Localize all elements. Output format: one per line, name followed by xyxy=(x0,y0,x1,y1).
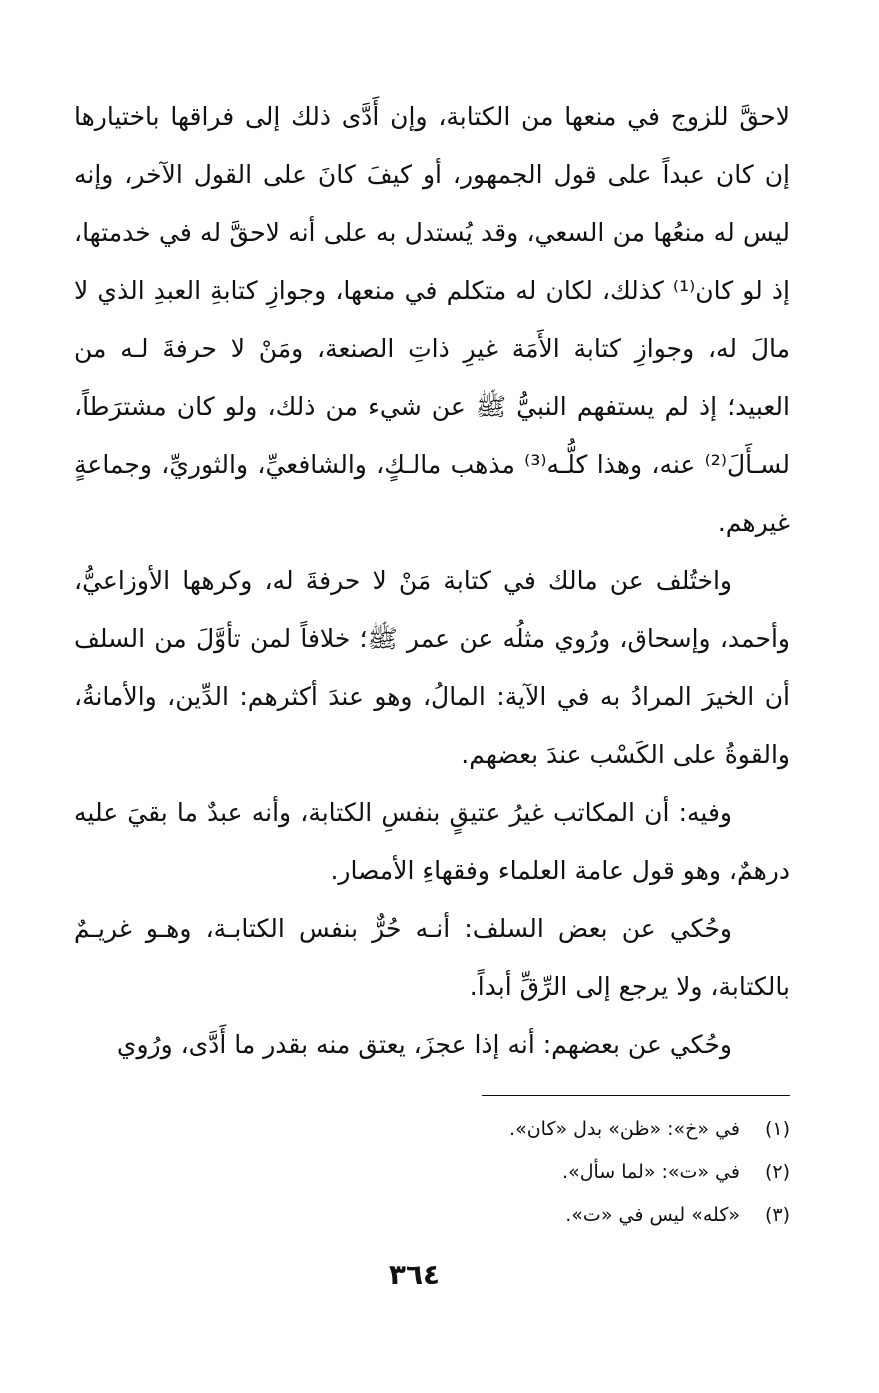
page-number: ٣٦٤ xyxy=(388,1258,441,1291)
footnotes xyxy=(90,1108,790,1237)
footnote xyxy=(90,1151,790,1194)
paragraph: وحُكي عن بعضهم: أنه إذا عجزَ، يعتق منه بقدر ما أَدَّى، ورُوي xyxy=(116,1030,732,1059)
main-text xyxy=(74,88,790,1074)
footnote-number: (٢) xyxy=(764,1161,790,1183)
footnote-text: في «خ»: «ظن» بدل «كان». xyxy=(509,1118,740,1140)
footnote-text: في «ت»: «لما سأل». xyxy=(562,1161,740,1183)
footnote xyxy=(90,1194,790,1237)
paragraph: واختُلف عن مالك في كتابة مَنْ لا حرفةَ له، وكرهها الأوزاعيُّ، وأحمد، وإسحاق، ورُوي مثلُه عن عمر ﷺ؛ خلافاً لمن تأوَّلَ من السلف أن الخيرَ المرادُ به في الآية: المالُ، وهو عندَ أكثرهم: الدِّين، والأمانةُ، والقوةُ على الكَسْب عندَ بعضهم. xyxy=(74,566,790,769)
paragraph: وفيه: أن المكاتب غيرُ عتيقٍ بنفسِ الكتابة، وأنه عبدٌ ما بقيَ عليه درهمٌ، وهو قول عامة العلماء وفقهاءِ الأمصار. xyxy=(74,798,790,885)
paragraph: وحُكي عن بعض السلف: أنـه حُرٌّ بنفس الكتابـة، وهـو غريـمٌ بالكتابة، ولا يرجع إلى الرِّقِّ أبداً. xyxy=(74,914,790,1001)
footnote-divider xyxy=(482,1095,790,1096)
footnote-text: «كله» ليس في «ت». xyxy=(565,1204,740,1226)
paragraph: لاحقَّ للزوج في منعها من الكتابة، وإن أَدَّى ذلك إلى فراقها باختيارها إن كان عبداً على قول الجمهور، أو كيفَ كانَ على القول الآخر، وإنه ليس له منعُها من السعي، وقد يُستدل به على أنه لاحقَّ له في خدمتها، إذ لو كان⁽¹⁾ كذلك، لكان له متكلم في منعها، وجوازِ كتابةِ العبدِ الذي لا مالَ له، وجوازِ كتابة الأَمَة غيرِ ذاتِ الصنعة، ومَنْ لا حرفةَ لـه من العبيد؛ إذ لم يستفهم النبيُّ ﷺ عن شيء من ذلك، ولو كان مشترَطاً، لسـأَلَ⁽²⁾ عنه، وهذا كلُّـه⁽³⁾ مذهب مالـكٍ، والشافعيِّ، والثوريِّ، وجماعةٍ غيرهم. xyxy=(74,102,790,537)
footnote-number: (٣) xyxy=(764,1204,790,1226)
footnote-number: (١) xyxy=(764,1118,790,1140)
footnote xyxy=(90,1108,790,1151)
